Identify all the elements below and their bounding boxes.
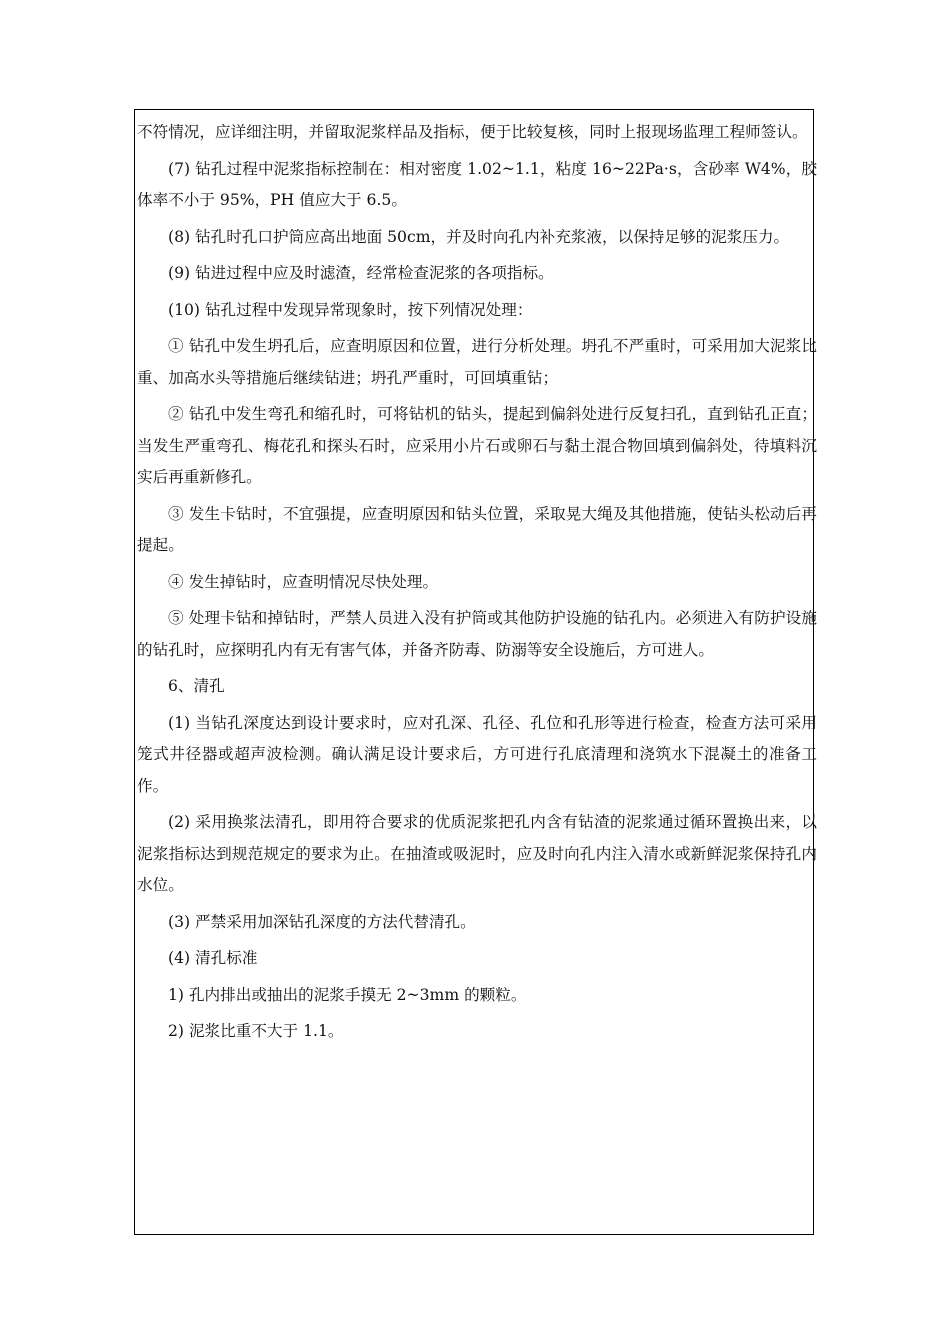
paragraph: 不符情况，应详细注明，并留取泥浆样品及指标，便于比较复核，同时上报现场监理工程师签认。 (137, 123, 808, 141)
list-item: ③ 发生卡钻时，不宜强提，应查明原因和钻头位置，采取晃大绳及其他措施，使钻头松动后再提起。 (137, 504, 817, 554)
paragraph: (4) 清孔标准 (168, 949, 258, 967)
paragraph: (3) 严禁采用加深钻孔深度的方法代替清孔。 (168, 912, 476, 931)
list-item: ② 钻孔中发生弯孔和缩孔时，可将钻机的钻头，提起到偏斜处进行反复扫孔，直到钻孔正直；当发生严重弯孔、梅花孔和探头石时，应采用小片石或卵石与黏土混合物回填到偏斜处，待填料沉实后再重新修孔。 (137, 405, 817, 486)
list-item: ① 钻孔中发生坍孔后，应查明原因和位置，进行分析处理。坍孔不严重时，可采用加大泥浆比重、加高水头等措施后继续钻进；坍孔严重时，可回填重钻； (137, 337, 817, 387)
list-item: 2) 泥浆比重不大于 1.1。 (168, 1022, 344, 1040)
paragraph: (7) 钻孔过程中泥浆指标控制在：相对密度 1.02~1.1，粘度 16~22Pa·s，含砂率 W4%，胶体率不小于 95%，PH 值应大于 6.5。 (137, 159, 817, 209)
paragraph: (1) 当钻孔深度达到设计要求时，应对孔深、孔径、孔位和孔形等进行检查，检查方法可采用笼式井径器或超声波检测。确认满足设计要求后，方可进行孔底清理和浇筑水下混凝土的准备工作。 (137, 713, 817, 795)
document-body (137, 117, 817, 1053)
paragraph: (9) 钻进过程中应及时滤渣，经常检查泥浆的各项指标。 (168, 264, 554, 282)
list-item: 1) 孔内排出或抽出的泥浆手摸无 2~3mm 的颗粒。 (168, 985, 527, 1004)
list-item: ④ 发生掉钻时，应查明情况尽快处理。 (168, 572, 439, 591)
paragraph: (10) 钻孔过程中发现异常现象时，按下列情况处理： (168, 300, 533, 319)
list-item: ⑤ 处理卡钻和掉钻时，严禁人员进入没有护筒或其他防护设施的钻孔内。必须进入有防护设施的钻孔时，应探明孔内有无有害气体，并备齐防毒、防溺等安全设施后，方可进人。 (137, 609, 817, 659)
section-heading: 6、清孔 (168, 677, 225, 695)
paragraph: (8) 钻孔时孔口护筒应高出地面 50cm，并及时向孔内补充浆液，以保持足够的泥浆压力。 (168, 227, 790, 246)
paragraph: (2) 采用换浆法清孔，即用符合要求的优质泥浆把孔内含有钻渣的泥浆通过循环置换出来，以泥浆指标达到规范规定的要求为止。在抽渣或吸泥时，应及时向孔内注入清水或新鲜泥浆保持孔内水位。 (137, 813, 817, 894)
